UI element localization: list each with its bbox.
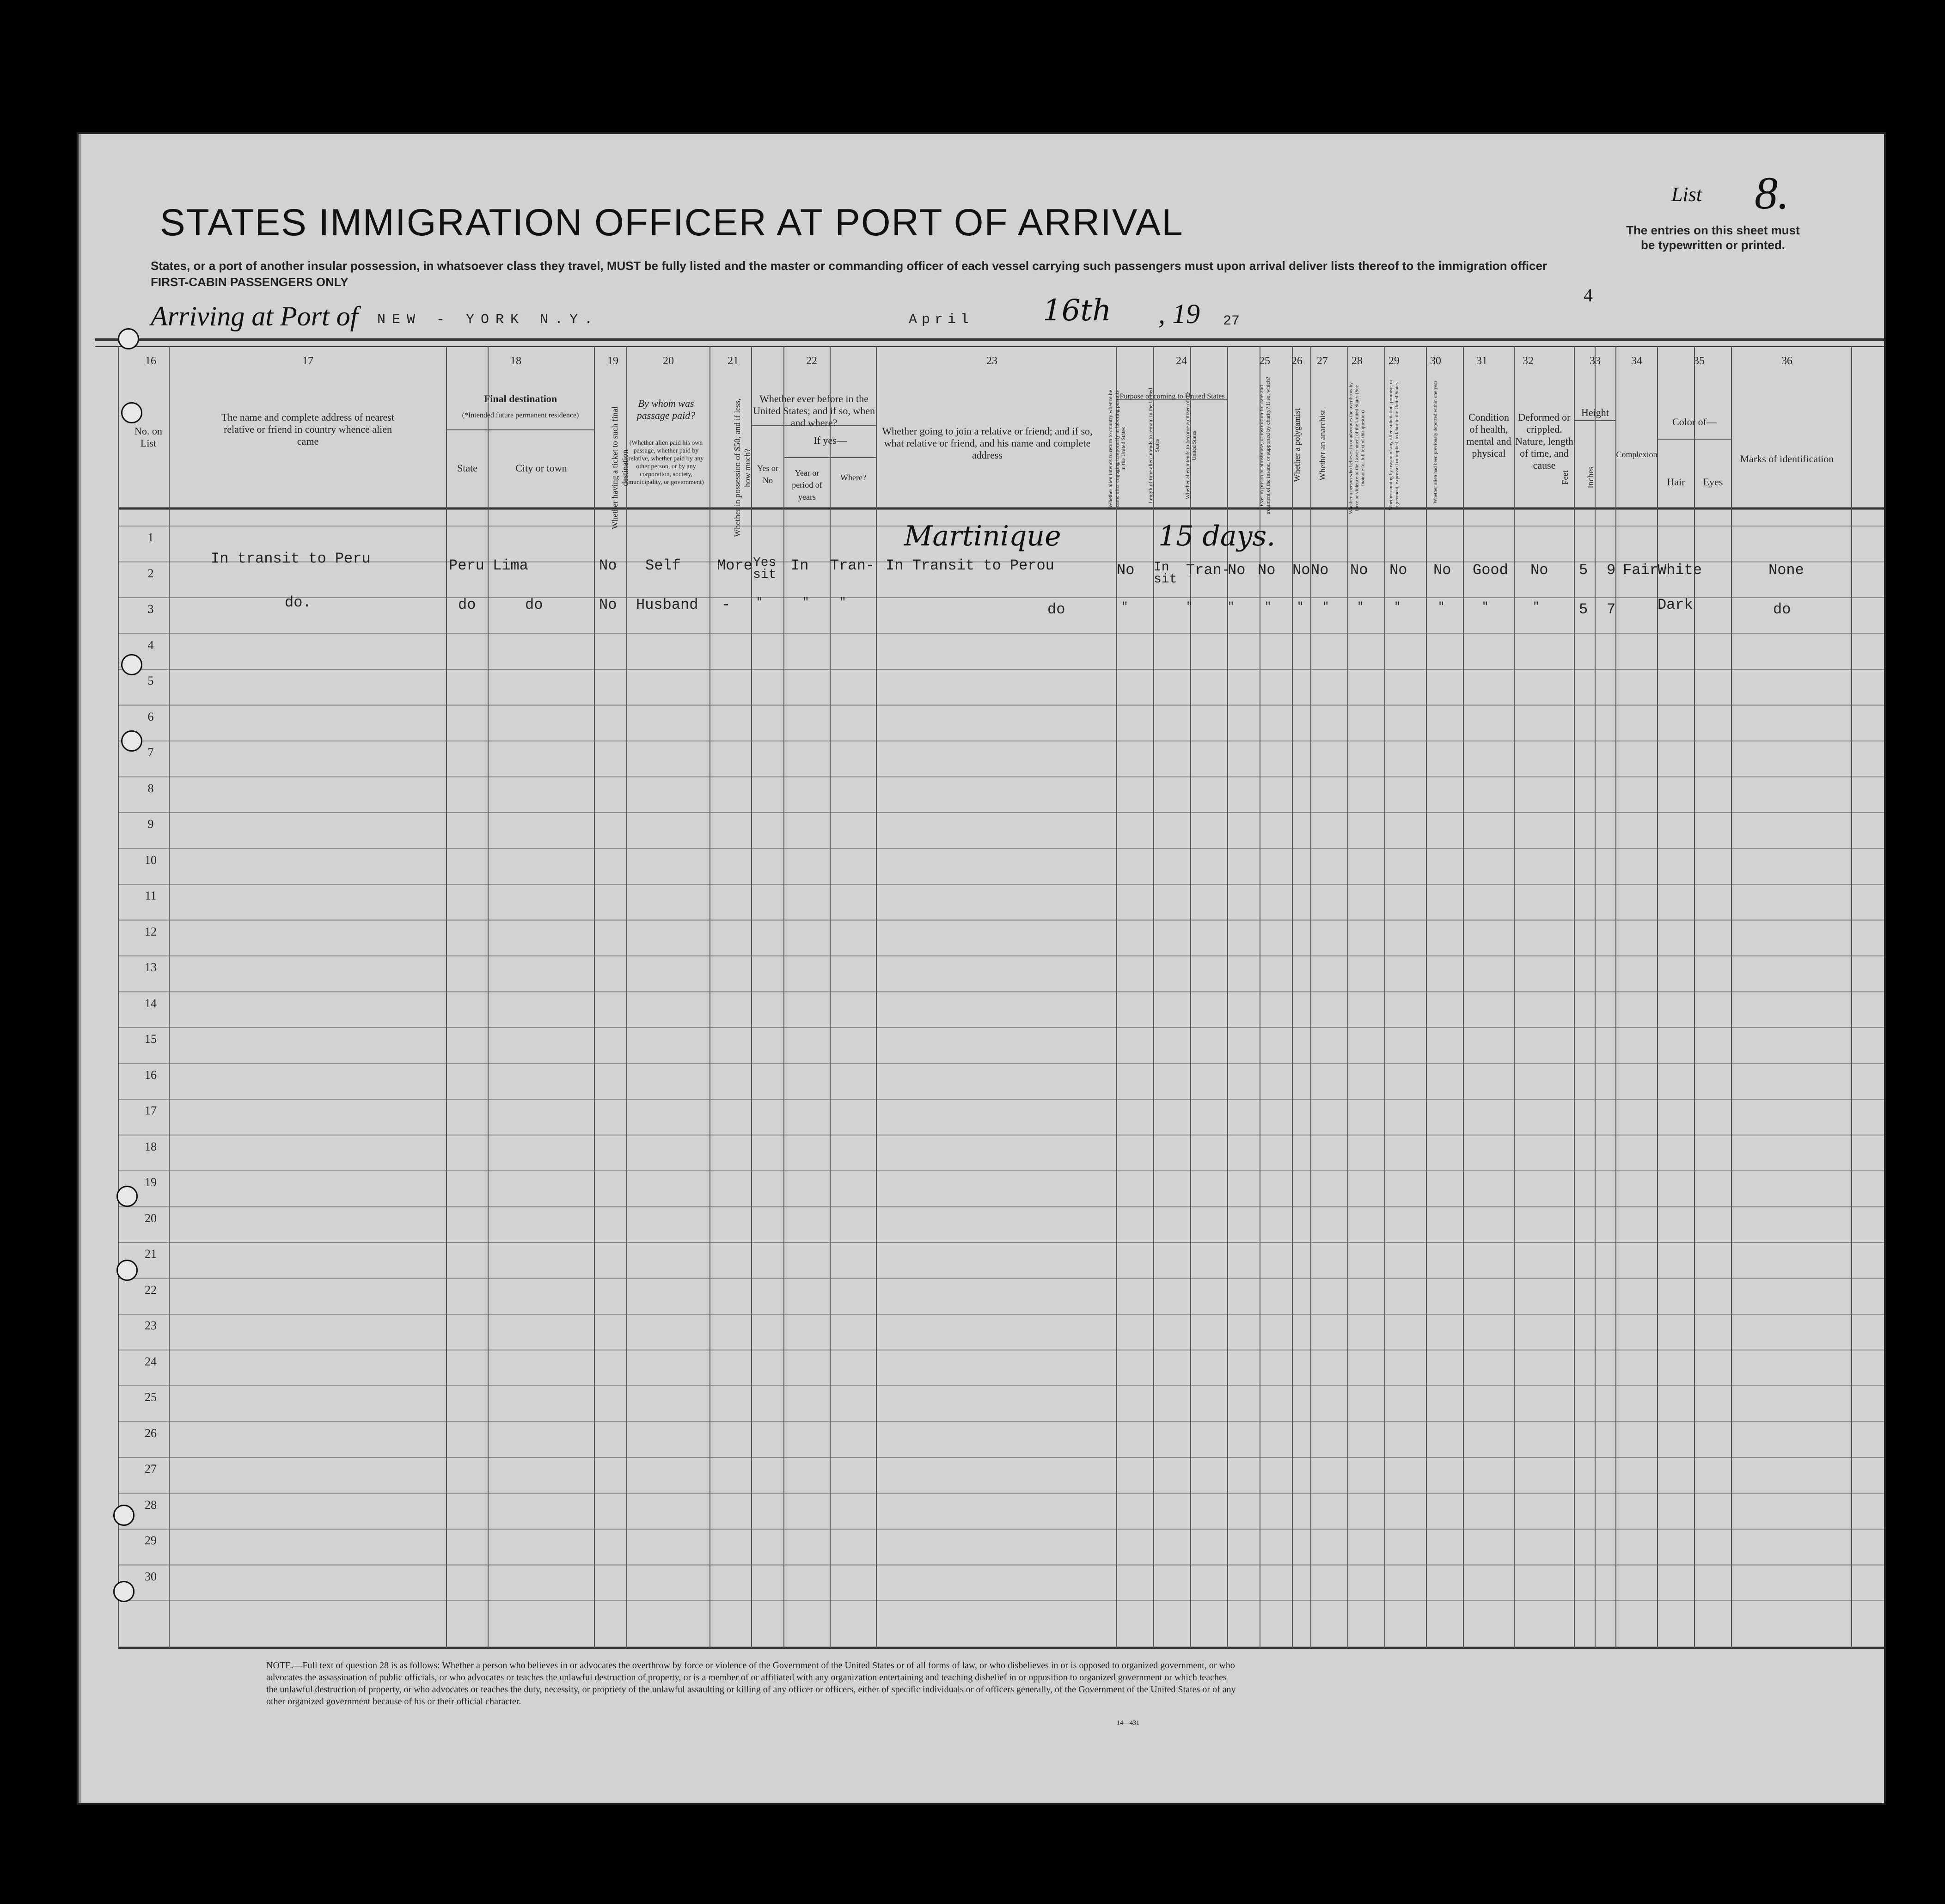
r1-ticket: No (599, 557, 617, 574)
r2-join-relative: do (1047, 601, 1065, 618)
r1-nearest-relative: In transit to Peru (211, 550, 371, 567)
header-city: City or town (515, 462, 567, 474)
r2-inches: 7 (1607, 601, 1616, 618)
r2-ticket: No (599, 596, 617, 613)
header-fifty-dollars: Whether in possession of $50, and if less, how much? (733, 398, 752, 537)
r1-before-year: In (791, 557, 809, 574)
col-num-26: 26 (1291, 355, 1303, 367)
form-number: 14—431 (1117, 1720, 1139, 1726)
col-num-25: 25 (1259, 355, 1270, 367)
r1-citizen: No (1228, 562, 1246, 579)
year-prefix: , 19 (1158, 299, 1200, 329)
punch-hole (121, 654, 142, 675)
r1-complexion: Fair (1623, 562, 1658, 579)
r1-hair: White (1658, 562, 1702, 579)
row-number: 28 (145, 1498, 157, 1512)
row-number: 21 (145, 1247, 157, 1261)
r2-nearest-relative: do. (285, 594, 312, 611)
header-prison: Ever in prison or almshouse, or institution for care and treatment of the insane, or supported by charity? If so, which? (1258, 377, 1271, 514)
row-number: 3 (147, 602, 154, 616)
form-subtitle: States, or a port of another insular possession, in whatsoever class they travel, MUST be fully listed and the master or commanding officer of each vessel carrying such passengers must upon arrival deliver lists thereof to the immigration officer (151, 259, 1547, 273)
r1-purpose-length-2: Tran- (1186, 562, 1231, 579)
port-value: NEW - YORK N.Y. (377, 312, 599, 328)
header-height: Height (1581, 407, 1609, 418)
punch-hole (121, 402, 142, 423)
row-number: 2 (147, 566, 154, 580)
header-health: Condition of health, mental and physical (1466, 411, 1511, 459)
row-number: 17 (145, 1104, 157, 1117)
header-purpose-return: Whether alien intends to return to country whence he came after engaging temporarily in laboring pursuits in the United States (1107, 390, 1126, 508)
row-number: 11 (145, 889, 157, 902)
header-marks: Marks of identification (1740, 453, 1834, 465)
col-num-18: 18 (510, 355, 521, 367)
r2-ditto-year: " (802, 596, 809, 609)
row-number: 12 (145, 924, 157, 938)
header-final-destination: Final destination (483, 393, 557, 404)
row-number: 1 (147, 531, 154, 544)
row-number: 8 (147, 781, 154, 795)
col-num-21: 21 (728, 355, 739, 367)
row-number: 25 (145, 1390, 157, 1404)
r2-ditto-anarchist: " (1322, 601, 1329, 613)
list-number: 8. (1755, 167, 1789, 219)
form-title: STATES IMMIGRATION OFFICER AT PORT OF ARRIVAL (160, 202, 1184, 244)
year-suffix: 27 (1223, 313, 1240, 329)
r1-city: Lima (493, 557, 528, 574)
row-number: 19 (145, 1175, 157, 1189)
r2-ditto-prison: " (1265, 601, 1272, 613)
col-num-31: 31 (1476, 355, 1487, 367)
r2-ditto-health: " (1482, 601, 1489, 613)
r1-polygamist: No (1292, 562, 1310, 579)
r2-ditto-length: " (1186, 601, 1193, 613)
row-number: 13 (145, 961, 157, 974)
row-number: 26 (145, 1426, 157, 1440)
header-deported: Whether alien had been previously deported within one year (1432, 380, 1438, 504)
r1-purpose-return: No (1117, 562, 1135, 579)
col-num-33: 33 (1590, 355, 1601, 367)
col-num-35: 35 (1694, 355, 1705, 367)
header-no-on-list: No. on List (135, 425, 162, 449)
row-number: 20 (145, 1211, 157, 1225)
r1-health: Good (1473, 562, 1508, 579)
header-complexion: Complexion (1616, 450, 1658, 459)
header-offer-labor: Whether coming by reason of any offer, solicitation, promise, or agreement, expressed or implied, to labor in the United States (1388, 380, 1400, 511)
col-num-20: 20 (663, 355, 674, 367)
row-number: 4 (147, 638, 154, 652)
r2-city: do (525, 596, 543, 613)
header-before-in-us: Whether ever before in the United States; and if so, when and where? (753, 393, 875, 429)
typewritten-note: The entries on this sheet must be typewritten or printed. (1626, 223, 1800, 252)
r2-feet: 5 (1579, 601, 1588, 618)
col-num-22: 22 (806, 355, 817, 367)
r1-overthrow: No (1350, 562, 1368, 579)
punch-hole (118, 328, 139, 349)
col-num-32: 32 (1523, 355, 1534, 367)
header-final-destination-note: (*Intended future permanent residence) (462, 411, 579, 419)
r2-ditto-polygamist: " (1297, 601, 1304, 613)
col-num-30: 30 (1430, 355, 1441, 367)
col-num-27: 27 (1317, 355, 1328, 367)
header-inches: Inches (1586, 466, 1595, 489)
punch-hole (113, 1581, 135, 1602)
header-if-yes: If yes— (813, 435, 847, 446)
r1-deformed: No (1530, 562, 1548, 579)
col-num-36: 36 (1781, 355, 1792, 367)
punch-hole (116, 1260, 138, 1281)
r1-handwritten-days: 15 days. (1158, 520, 1276, 552)
arriving-label: Arriving at Port of (151, 301, 358, 331)
r2-ditto-citizen: " (1228, 601, 1235, 613)
header-yes-no: Yes or No (757, 464, 778, 485)
row-number: 22 (145, 1283, 157, 1297)
header-eyes: Eyes (1703, 476, 1723, 488)
r2-ditto-offer: " (1394, 601, 1401, 613)
row-number: 27 (145, 1462, 157, 1475)
r1-join-relative: In Transit to Perou (886, 557, 1054, 574)
row-number: 9 (147, 817, 154, 831)
header-purpose-citizen: Whether alien intends to become a citizen of the United States (1184, 392, 1197, 499)
header-purpose-length: Length of time alien intends to remain in the United States (1147, 388, 1160, 503)
col-num-24: 24 (1176, 355, 1187, 367)
r2-marks: do (1773, 601, 1791, 618)
passenger-class: FIRST-CABIN PASSENGERS ONLY (151, 275, 349, 289)
r1-inches: 9 (1607, 562, 1616, 579)
r2-ditto-yes: " (756, 596, 763, 609)
row-number: 5 (147, 674, 154, 687)
r1-money: More (717, 557, 752, 574)
punch-hole (116, 1186, 138, 1207)
table-grid (81, 134, 1884, 1803)
header-hair: Hair (1667, 476, 1685, 488)
header-overthrow: Whether a person who believes in or advocates the overthrow by force or violence of the Government of the United States (See footnote for full text of this question) (1348, 382, 1366, 514)
row-number: 10 (145, 853, 157, 867)
col-num-34: 34 (1631, 355, 1642, 367)
r1-marks: None (1768, 562, 1804, 579)
col-num-29: 29 (1388, 355, 1400, 367)
arrival-day: 16th (1043, 294, 1112, 328)
r1-anarchist: No (1311, 562, 1329, 579)
row-number: 23 (145, 1319, 157, 1332)
header-anarchist: Whether an anarchist (1318, 410, 1327, 481)
row-number: 29 (145, 1534, 157, 1547)
header-purpose: Purpose of coming to United States (1119, 392, 1225, 400)
header-passage-paid: By whom was passage paid? (636, 398, 696, 421)
r2-passage-paid: Husband (636, 596, 698, 613)
header-passage-paid-note: (Whether alien paid his own passage, whether paid by relative, whether paid by any other person, or by any corporation, society, municipality, or government) (628, 440, 704, 486)
r2-money: - (722, 596, 731, 613)
punch-hole (121, 730, 142, 752)
row-number: 6 (147, 710, 154, 723)
r1-purpose-length: In sit (1154, 560, 1177, 587)
punch-hole (113, 1505, 135, 1526)
r1-before-yes: Yes sit (753, 556, 777, 582)
header-state: State (457, 462, 477, 474)
row-number: 18 (145, 1139, 157, 1153)
r2-ditto-deformed: " (1533, 601, 1540, 613)
header-nearest-relative: The name and complete address of nearest relative or friend in country whence alien came (221, 411, 394, 447)
r2-ditto-return: " (1121, 601, 1128, 613)
row-number: 16 (145, 1068, 157, 1082)
list-label: List (1671, 183, 1702, 206)
r1-before-where: Tran- (830, 557, 875, 574)
row-number: 14 (145, 996, 157, 1010)
r1-feet: 5 (1579, 562, 1588, 579)
header-deformed: Deformed or crippled. Nature, length of time, and cause (1515, 411, 1573, 471)
row-number: 15 (145, 1032, 157, 1046)
header-where: Where? (840, 473, 866, 482)
header-polygamist: Whether a polygamist (1292, 408, 1302, 482)
col-num-28: 28 (1352, 355, 1363, 367)
r2-state: do (458, 596, 476, 613)
r2-ditto-deported: " (1438, 601, 1445, 613)
r1-state: Peru (449, 557, 484, 574)
r1-deported: No (1433, 562, 1451, 579)
row-number: 24 (145, 1354, 157, 1368)
row-number: 7 (147, 746, 154, 759)
col-num-17: 17 (302, 355, 313, 367)
page-mark: 4 (1584, 285, 1593, 306)
col-num-16: 16 (145, 355, 156, 367)
r2-ditto-overthrow: " (1357, 601, 1364, 613)
manifest-sheet (79, 134, 1884, 1803)
r1-prison: No (1258, 562, 1276, 579)
r1-offer-labor: No (1389, 562, 1407, 579)
col-num-19: 19 (607, 355, 618, 367)
r1-handwritten-martinique: Martinique (904, 520, 1061, 552)
header-ticket: Whether having a ticket to such final destination (610, 406, 630, 529)
col-num-23: 23 (986, 355, 997, 367)
header-year-period: Year or period of years (792, 468, 822, 502)
header-join-relative: Whether going to join a relative or friend; and if so, what relative or friend, and his name and complete address (882, 425, 1093, 461)
header-color-of: Color of— (1672, 416, 1717, 428)
header-feet: Feet (1560, 470, 1570, 485)
footnote-question-28: NOTE.—Full text of question 28 is as follows: Whether a person who believes in or advocates the overthrow by force or violence of the Government of the United States or of all forms of law, or who disbelieves in or is opposed to organized government, or who advocates the assassination of public officials, or who advocates or teaches the unlawful destruction of property, or is a member of or affiliated with any organization entertaining and teaching disbelief in or opposition to organized government or which teaches the unlawful destruction of property, or who advocates or teaches the duty, necessity, or propriety of the unlawful assaulting or killing of any officer or officers, either of specific individuals or of officers generally, of the Government of the United States or of any other organized government because of his or their official character. (266, 1660, 1236, 1707)
r2-ditto-where: " (839, 596, 846, 609)
row-number: 30 (145, 1569, 157, 1583)
arrival-month: April (909, 312, 974, 328)
r1-passage-paid: Self (645, 557, 681, 574)
r2-hair: Dark (1658, 596, 1693, 613)
